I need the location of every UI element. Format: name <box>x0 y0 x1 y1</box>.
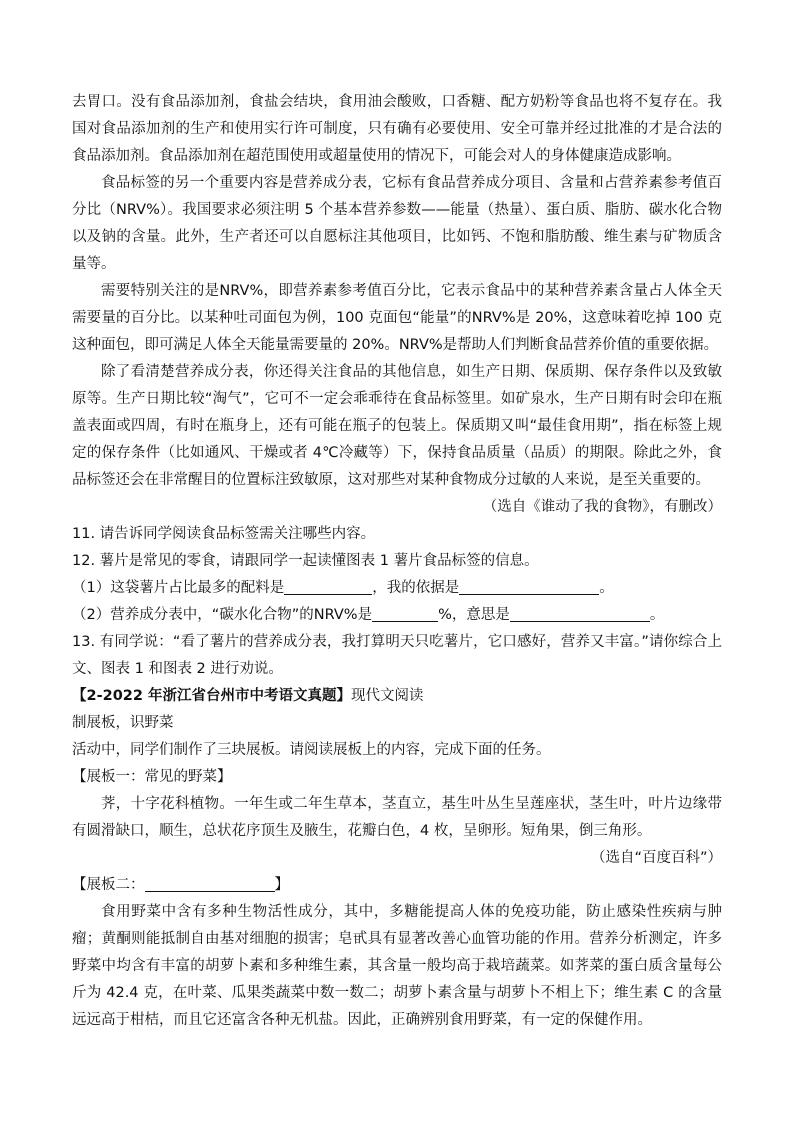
answer-blank-meaning[interactable] <box>510 605 650 622</box>
section-2-header-type: 现代文阅读 <box>351 688 424 704</box>
board-2-title-b: 】 <box>274 877 289 893</box>
question-12-2-text-b: %，意思是 <box>438 607 510 623</box>
board-1-title: 【展板一：常见的野菜】 <box>72 769 232 785</box>
passage-paragraph-4: 除了看清楚营养成分表，你还得关注食品的其他信息，如生产日期、保质期、保存条件以及致敏原等。生产日期比较“淘气”，它可不一定会乖乖待在食品标签里。如矿泉水，生产日期有时会印在瓶盖表面或四周，有时在瓶身上，还有可能在瓶子的包装上。保质期又叫“最佳食用期”，指在标签上规定的保存条件（比如通风、干燥或者 4℃冷藏等）下，保持食品质量（品质）的期限。除此之外，食品标签还会在非常醒目的位置标注致敏原，这对那些对某种食物成分过敏的人来说，是至关重要的。 <box>72 364 722 488</box>
passage-paragraph-3: 需要特别关注的是NRV%，即营养素参考值百分比，它表示食品中的某种营养素含量占人体全天需要量的百分比。以某种吐司面包为例，100 克面包“能量”的NRV%是 20%，这意味着吃掉 100 克这种面包，即可满足人体全天能量需要量的 20%。NRV%是帮助人们判断食品营养价值的重要依据。 <box>72 283 722 353</box>
question-11: 11. 请告诉同学阅读食品标签需关注哪些内容。 <box>72 526 376 542</box>
answer-blank-board-2-title[interactable] <box>145 875 275 892</box>
question-12-1-text-c: 。 <box>599 580 614 596</box>
board-2-text: 食用野菜中含有多种生物活性成分，其中，多糖能提高人体的免疫功能，防止感染性疾病与肿瘤；黄酮则能抵制自由基对细胞的损害；皂甙具有显著改善心血管功能的作用。营养分析测定，许多野菜中均含有丰富的胡萝卜素和多种维生素，其含量一般均高于栽培蔬菜。如荠菜的蛋白质含量每公斤为 42.4 克，在叶菜、瓜果类蔬菜中数一数二；胡萝卜素含量与胡萝卜不相上下；维生素 C 的含量远远高于柑桔，而且它还富含各种无机盐。因此，正确辨别食用野菜，有一定的保健作用。 <box>72 904 722 1028</box>
passage-paragraph-2: 食品标签的另一个重要内容是营养成分表，它标有食品营养成分项目、含量和占营养素参考值百分比（NRV%）。我国要求必须注明 5 个基本营养参数——能量（热量）、蛋白质、脂肪、碳水化合物以及钠的含量。此外，生产者还可以自愿标注其他项目，比如钙、不饱和脂肪酸、维生素与矿物质含量等。 <box>72 175 722 272</box>
section-2-intro: 活动中，同学们制作了三块展板。请阅读展板上的内容，完成下面的任务。 <box>72 742 551 758</box>
question-12-1 <box>72 575 722 602</box>
question-13: 13. 有同学说：“看了薯片的营养成分表，我打算明天只吃薯片，它口感好，营养又丰富。”请你综合上文、图表 1 和图表 2 进行劝说。 <box>72 634 722 677</box>
question-12-2-text-c: 。 <box>649 607 665 623</box>
passage-source: （选自《谁动了我的食物》，有删改） <box>482 499 722 515</box>
section-2-header-source: 【2-2022 年浙江省台州市中考语文真题】 <box>72 688 352 704</box>
question-12-1-text-a: （1）这袋薯片占比最多的配料是 <box>72 580 285 596</box>
board-2-title-a: 【展板二： <box>72 877 145 893</box>
board-2-title <box>72 872 722 899</box>
answer-blank-ingredient[interactable] <box>284 578 372 595</box>
section-2-header <box>72 683 722 710</box>
answer-blank-nrv[interactable] <box>372 605 438 622</box>
board-1-source: （选自“百度百科”） <box>590 850 722 866</box>
question-12-1-text-b: ，我的依据是 <box>372 580 460 596</box>
section-2-subtitle: 制展板，识野菜 <box>72 715 174 731</box>
question-12-2-text-a: （2）营养成分表中，“碳水化合物”的NRV%是 <box>72 607 373 623</box>
board-1-text: 荠，十字花科植物。一年生或二年生草本，茎直立，基生叶丛生呈莲座状，茎生叶，叶片边缘带有圆滑缺口，顺生，总状花序顶生及腋生，花瓣白色，4 枚，呈卵形。短角果，倒三角形。 <box>72 796 722 839</box>
passage-paragraph-1: 去胃口。没有食品添加剂，食盐会结块，食用油会酸败，口香糖、配方奶粉等食品也将不复存在。我国对食品添加剂的生产和使用实行许可制度，只有确有必要使用、安全可靠并经过批准的才是合法的食品添加剂。食品添加剂在超范围使用或超量使用的情况下，可能会对人的身体健康造成影响。 <box>72 94 722 164</box>
document-content <box>72 89 722 1034</box>
question-12-2 <box>72 602 722 629</box>
answer-blank-basis[interactable] <box>459 578 599 595</box>
question-12: 12. 薯片是常见的零食，请跟同学一起读懂图表 1 薯片食品标签的信息。 <box>72 553 539 569</box>
